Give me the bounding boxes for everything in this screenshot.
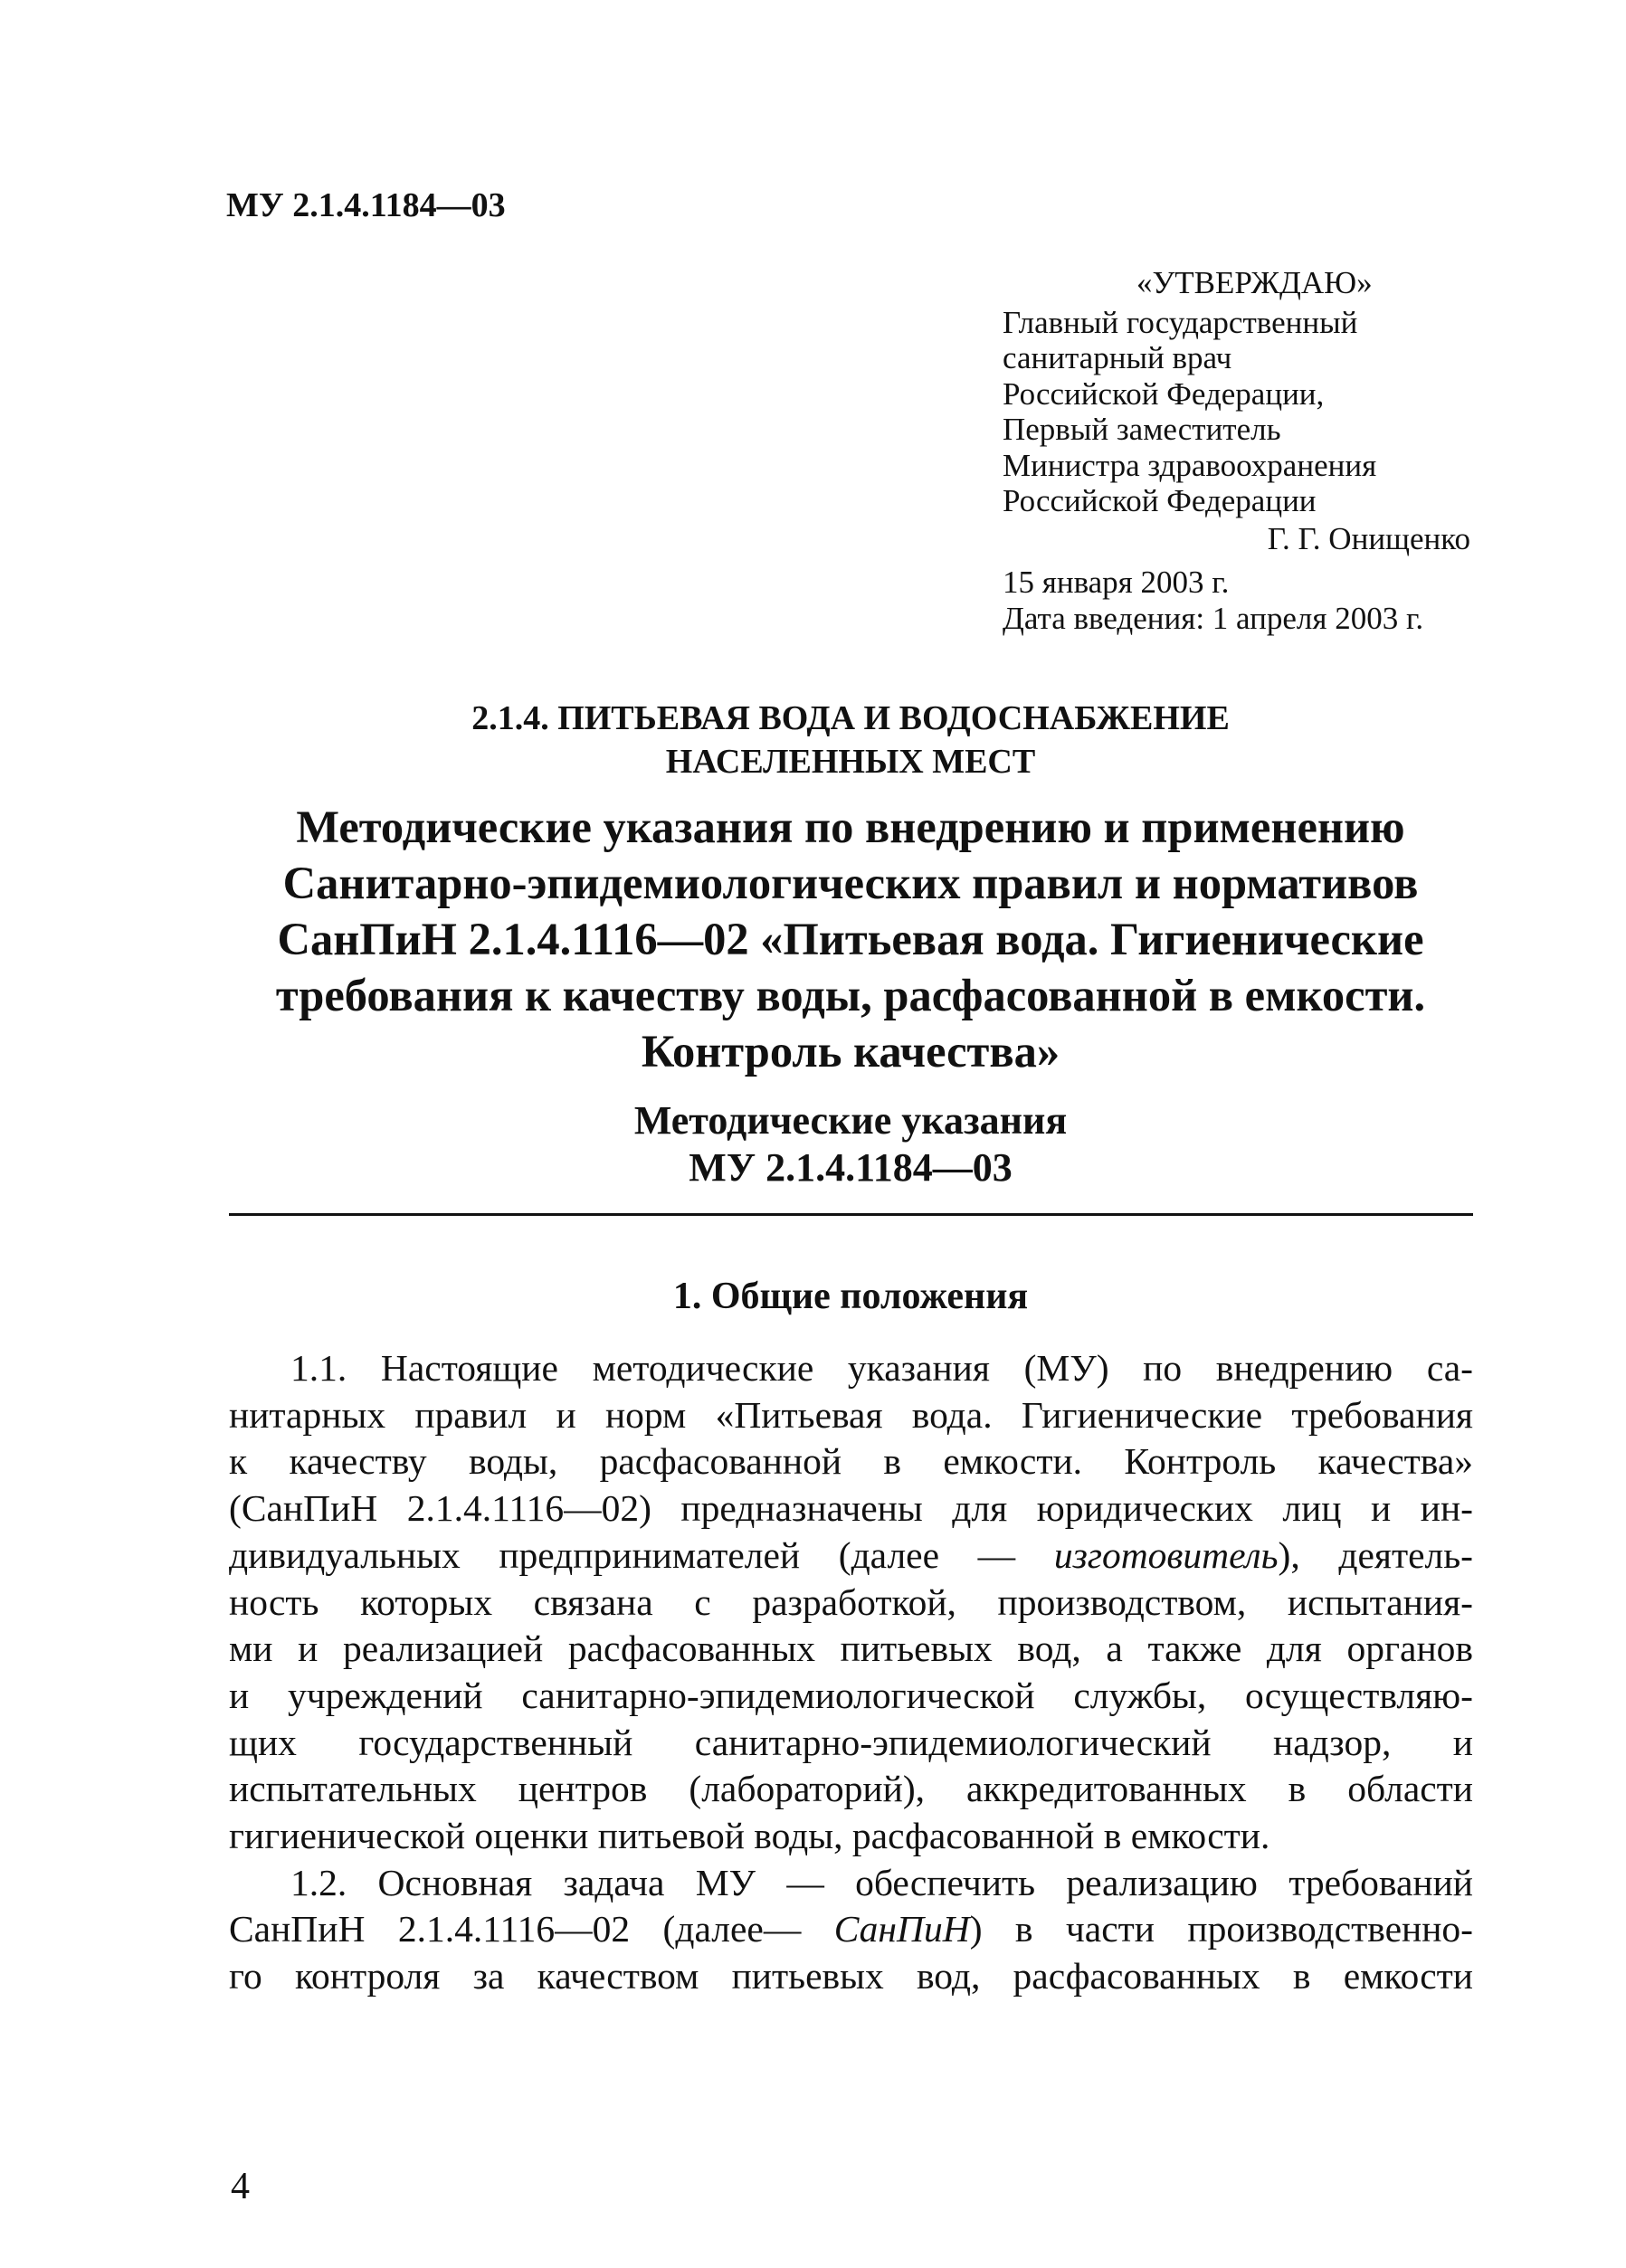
approval-line: Первый заместитель — [1003, 412, 1281, 447]
approval-date: 15 января 2003 г. — [1003, 565, 1230, 600]
approval-line: Министра здравоохранения — [1003, 447, 1377, 483]
approval-block — [1003, 265, 1473, 636]
text-line: нитарных правил и норм «Питьевая вода. Гигиенические требования — [229, 1393, 1473, 1436]
document-title — [226, 799, 1475, 1079]
italic-term: СанПиН — [833, 1908, 970, 1950]
document-code: МУ 2.1.4.1184—03 — [226, 186, 506, 224]
text-line — [229, 1533, 1473, 1580]
document-title-line: Санитарно-эпидемиологических правил и нормативов — [282, 858, 1419, 908]
section-heading: 1. Общие положения — [672, 1276, 1029, 1317]
section-title-line: 2.1.4. ПИТЬЕВАЯ ВОДА И ВОДОСНАБЖЕНИЕ — [471, 699, 1230, 737]
document-title-line: СанПиН 2.1.4.1116—02 «Питьевая вода. Гигиенические — [277, 914, 1424, 964]
text-fragment: дивидуальных предпринимателей (далее — — [229, 1533, 1054, 1576]
text-line: и учреждений санитарно-эпидемиологической службы, осуществляю- — [229, 1674, 1473, 1716]
text-fragment: СанПиН 2.1.4.1116—02 (далее— — [229, 1908, 834, 1950]
text-line: к качеству воды, расфасованной в емкости. Контроль качества» — [229, 1440, 1473, 1483]
text-fragment: ) в части производственно- — [969, 1908, 1473, 1950]
document-subtitle — [226, 1097, 1475, 1191]
effective-date: Дата введения: 1 апреля 2003 г. — [1003, 600, 1424, 636]
page-number: 4 — [231, 2166, 250, 2207]
approval-line: Российской Федерации — [1003, 483, 1317, 518]
text-line — [229, 1906, 1473, 1953]
text-line: 1.2. Основная задача МУ — обеспечить реализацию требований — [290, 1861, 1473, 1903]
approval-line: санитарный врач — [1003, 340, 1232, 375]
horizontal-divider — [229, 1213, 1473, 1216]
document-subtitle-line: Методические указания — [633, 1098, 1068, 1143]
approval-signer: Г. Г. Онищенко — [1267, 520, 1470, 556]
text-line: испытательных центров (лабораторий), аккредитованных в области — [229, 1768, 1473, 1810]
text-line: гигиенической оценки питьевой воды, расфасованной в емкости. — [229, 1815, 1270, 1857]
text-line: ность которых связана с разработкой, производством, испытания- — [229, 1580, 1473, 1623]
text-line: ми и реализацией расфасованных питьевых вод, а также для органов — [229, 1627, 1473, 1670]
paragraph-2 — [229, 1860, 1473, 2000]
approval-line: Российской Федерации, — [1003, 375, 1325, 412]
approval-line: Главный государственный — [1003, 304, 1358, 340]
text-line: 1.1. Настоящие методические указания (МУ) по внедрению са- — [290, 1347, 1473, 1389]
text-line: щих государственный санитарно-эпидемиологический надзор, и — [229, 1721, 1473, 1763]
section-title — [226, 697, 1475, 783]
section-title-line: НАСЕЛЕННЫХ МЕСТ — [665, 743, 1036, 781]
paragraph-1 — [229, 1345, 1473, 1860]
approval-title: «УТВЕРЖДАЮ» — [1136, 265, 1373, 300]
document-title-line: Контроль качества» — [641, 1026, 1060, 1077]
text-line: (СанПиН 2.1.4.1116—02) предназначены для юридических лиц и ин- — [229, 1487, 1473, 1530]
document-title-line: требования к качеству воды, расфасованной в емкости. — [275, 970, 1426, 1020]
text-fragment: ), деятель- — [1278, 1533, 1473, 1576]
body-text — [229, 1345, 1473, 2000]
document-title-line: Методические указания по внедрению и применению — [296, 802, 1405, 852]
text-line: го контроля за качеством питьевых вод, расфасованных в емкости — [229, 1955, 1473, 1998]
italic-term: изготовитель — [1053, 1533, 1279, 1576]
document-subtitle-line: МУ 2.1.4.1184—03 — [689, 1145, 1013, 1190]
